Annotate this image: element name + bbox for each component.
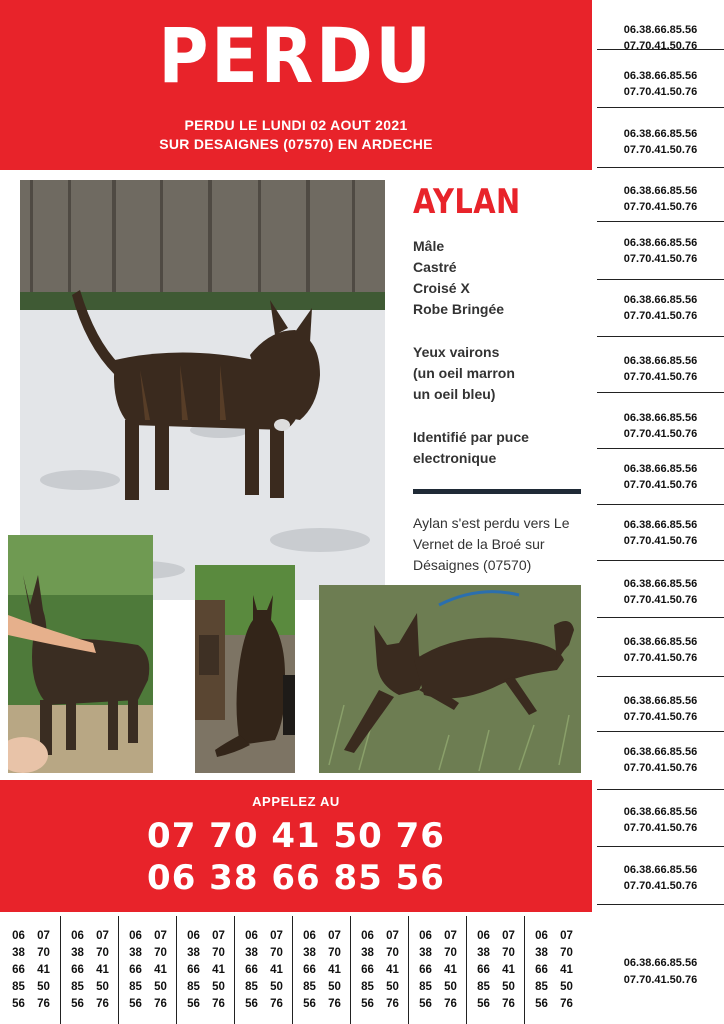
lost-location: SUR DESAIGNES (07570) EN ARDECHE <box>159 136 433 152</box>
tear-tab-digits: 41 <box>96 964 109 976</box>
tear-tab-phone-a: 06.38.66.85.56 <box>623 864 698 876</box>
tear-tab-line <box>597 676 724 677</box>
tear-tab-digits: 07 <box>212 930 225 942</box>
tear-tab[interactable] <box>597 353 724 393</box>
tear-tab-digits: 56 <box>12 998 25 1010</box>
tear-tab-digits: 50 <box>96 981 109 993</box>
tear-tab-row <box>177 930 235 942</box>
eyes-line-2: (un oeil marron <box>413 365 515 381</box>
tear-tab-phone-b: 07.70.41.50.76 <box>623 479 698 491</box>
dog-photo-lying <box>319 585 581 773</box>
tear-tab-digits: 70 <box>386 947 399 959</box>
tear-tab-phone-b: 07.70.41.50.76 <box>623 711 698 723</box>
tear-tab-digits: 70 <box>270 947 283 959</box>
tear-tab-digits: 66 <box>71 964 84 976</box>
tear-tab-digits: 38 <box>187 947 200 959</box>
tear-tab-digits: 06 <box>477 930 490 942</box>
tear-tab-line <box>597 107 724 108</box>
tear-tab-digits: 56 <box>535 998 548 1010</box>
tear-tab-digits: 66 <box>129 964 142 976</box>
tear-tab-digits: 76 <box>212 998 225 1010</box>
eyes-line-1: Yeux vairons <box>413 344 500 360</box>
tear-tab-row <box>2 964 60 976</box>
tear-tab-phone-b: 07.70.41.50.76 <box>623 762 698 774</box>
tear-tab-row <box>235 964 293 976</box>
tear-tab-digits: 76 <box>560 998 573 1010</box>
call-box <box>0 780 592 912</box>
tear-tab-digits: 76 <box>154 998 167 1010</box>
tear-tab-digits: 85 <box>303 981 316 993</box>
tear-tab-digits: 41 <box>37 964 50 976</box>
chip-line-1: Identifié par puce <box>413 429 529 445</box>
tear-tab-phone-b: 07.70.41.50.76 <box>623 652 698 664</box>
tear-tab-row <box>293 964 351 976</box>
tear-tab-row <box>525 947 583 959</box>
tear-tab-row <box>235 998 293 1010</box>
tear-tab-digits: 56 <box>361 998 374 1010</box>
tear-tab-phone-b: 07.70.41.50.76 <box>623 310 698 322</box>
tear-tab-row <box>351 947 409 959</box>
tear-tab-phone-a: 06.38.66.85.56 <box>623 237 698 249</box>
tear-tab-digits: 70 <box>154 947 167 959</box>
call-phone-1[interactable]: 07 70 41 50 76 <box>147 816 445 856</box>
tear-tab-digits: 66 <box>303 964 316 976</box>
tear-tab-digits: 41 <box>444 964 457 976</box>
header-banner <box>0 0 592 170</box>
tear-tab-digits: 70 <box>444 947 457 959</box>
tear-tab-phone-a: 06.38.66.85.56 <box>623 519 698 531</box>
tear-tab-line <box>597 846 724 847</box>
tear-tab-digits: 50 <box>270 981 283 993</box>
tear-tab-phone-a: 06.38.66.85.56 <box>623 463 698 475</box>
section-divider <box>413 489 581 494</box>
tear-tab-row <box>351 981 409 993</box>
tear-tab-corner[interactable] <box>597 955 724 989</box>
tear-tab-digits: 76 <box>96 998 109 1010</box>
tear-tab-line <box>597 336 724 337</box>
tear-tab-digits: 06 <box>129 930 142 942</box>
tear-tab-row <box>409 930 467 942</box>
tear-tab-phone-a: 06.38.66.85.56 <box>623 70 698 82</box>
tear-tab-digits: 50 <box>328 981 341 993</box>
tear-tab-digits: 66 <box>535 964 548 976</box>
tear-tab-digits: 38 <box>535 947 548 959</box>
tear-tab-digits: 66 <box>477 964 490 976</box>
tear-tab-line <box>597 221 724 222</box>
tear-tab-row <box>467 998 525 1010</box>
trait-coat: Robe Bringée <box>413 301 505 317</box>
tear-tab-row <box>351 930 409 942</box>
tear-tab-digits: 50 <box>560 981 573 993</box>
tear-tab-vertical[interactable] <box>466 916 524 1024</box>
tear-tab-row <box>293 947 351 959</box>
tear-tab-digits: 50 <box>444 981 457 993</box>
tear-tab-phone-a: 06.38.66.85.56 <box>623 128 698 140</box>
tear-tab-phone-b: 07.70.41.50.76 <box>623 535 698 547</box>
tear-tab-digits: 07 <box>386 930 399 942</box>
tear-tab-row <box>177 981 235 993</box>
tear-tab-digits: 76 <box>328 998 341 1010</box>
dog-photo-terrace <box>195 565 295 773</box>
tear-tab-digits: 50 <box>386 981 399 993</box>
tear-tab-row <box>61 964 119 976</box>
tear-tab-digits: 66 <box>419 964 432 976</box>
tear-tab-digits: 50 <box>212 981 225 993</box>
tear-tab[interactable] <box>597 183 724 222</box>
tear-tab-digits: 06 <box>535 930 548 942</box>
tear-tab-digits: 76 <box>502 998 515 1010</box>
dog-photo-grass <box>8 535 153 773</box>
tear-tab-digits: 76 <box>444 998 457 1010</box>
tear-tab[interactable] <box>597 576 724 618</box>
tear-tab-digits: 38 <box>12 947 25 959</box>
tear-tab-digits: 85 <box>71 981 84 993</box>
tear-tab-row <box>525 964 583 976</box>
tear-tab-phone-a: 06.38.66.85.56 <box>623 695 698 707</box>
tear-tab-row <box>2 930 60 942</box>
tear-tab-digits: 70 <box>502 947 515 959</box>
tear-tab-digits: 56 <box>245 998 258 1010</box>
tear-tab-phone-a: 06.38.66.85.56 <box>623 185 698 197</box>
tear-tab-row <box>61 981 119 993</box>
tear-tab-line <box>597 560 724 561</box>
tear-tab-digits: 56 <box>71 998 84 1010</box>
tear-tab-row <box>235 947 293 959</box>
tear-tab-row <box>119 964 177 976</box>
tear-tab-phone-b: 07.70.41.50.76 <box>623 253 698 265</box>
tear-tab-vertical[interactable] <box>234 916 292 1024</box>
tear-tab-digits: 70 <box>37 947 50 959</box>
tear-tab-row <box>525 998 583 1010</box>
tear-tab-row <box>409 964 467 976</box>
tear-tab-digits: 06 <box>419 930 432 942</box>
tear-tab[interactable] <box>597 235 724 280</box>
tear-tab-row <box>351 964 409 976</box>
tear-tab-phone-a: 06.38.66.85.56 <box>623 412 698 424</box>
tear-tab-phone-b: 07.70.41.50.76 <box>623 974 698 986</box>
tear-tab-digits: 38 <box>71 947 84 959</box>
tear-tab[interactable] <box>597 634 724 677</box>
tear-tab-row <box>177 947 235 959</box>
tear-tab-digits: 07 <box>270 930 283 942</box>
tear-tab[interactable] <box>597 804 724 847</box>
tear-tab-digits: 07 <box>154 930 167 942</box>
tear-tab-vertical[interactable] <box>350 916 408 1024</box>
tear-tab-line <box>597 789 724 790</box>
tear-tab-row <box>467 930 525 942</box>
tear-tab-digits: 38 <box>303 947 316 959</box>
tear-tab-phone-a: 06.38.66.85.56 <box>623 294 698 306</box>
tear-tab-digits: 85 <box>361 981 374 993</box>
tear-tab-row <box>235 930 293 942</box>
tear-tab-line <box>597 392 724 393</box>
tear-tab-row <box>235 981 293 993</box>
tear-tab-phone-b: 07.70.41.50.76 <box>623 201 698 213</box>
tear-tab-phone-b: 07.70.41.50.76 <box>623 594 698 606</box>
poster-title: PERDU <box>158 11 434 100</box>
tear-tab-phone-a: 06.38.66.85.56 <box>623 636 698 648</box>
tear-tab-digits: 06 <box>303 930 316 942</box>
tear-tab[interactable] <box>597 292 724 337</box>
tear-tab-digits: 06 <box>245 930 258 942</box>
tear-tab-line <box>597 167 724 168</box>
tear-tab-digits: 38 <box>361 947 374 959</box>
tear-tab-digits: 06 <box>12 930 25 942</box>
tear-tab-digits: 66 <box>187 964 200 976</box>
tear-tab[interactable] <box>597 744 724 790</box>
tear-tab-phone-a: 06.38.66.85.56 <box>623 578 698 590</box>
tear-tab[interactable] <box>597 862 724 905</box>
tear-tab-digits: 07 <box>444 930 457 942</box>
tear-tab[interactable] <box>597 693 724 732</box>
tear-tab-digits: 85 <box>245 981 258 993</box>
trait-breed: Croisé X <box>413 280 470 296</box>
tear-tab-digits: 41 <box>328 964 341 976</box>
tear-tab-line <box>597 279 724 280</box>
tear-tab-digits: 41 <box>386 964 399 976</box>
dog-eyes <box>413 342 515 405</box>
tear-tab-phone-b: 07.70.41.50.76 <box>623 371 698 383</box>
tear-tab-row <box>409 998 467 1010</box>
tear-tab-digits: 56 <box>303 998 316 1010</box>
tear-tab-row <box>119 930 177 942</box>
tear-tab-row <box>525 930 583 942</box>
tear-tab[interactable] <box>597 517 724 561</box>
tear-tab-row <box>293 981 351 993</box>
tear-tab-phone-b: 07.70.41.50.76 <box>623 880 698 892</box>
tear-tab-digits: 06 <box>361 930 374 942</box>
tear-tab-digits: 38 <box>129 947 142 959</box>
chip-line-2: electronique <box>413 450 497 466</box>
tear-tab[interactable] <box>597 68 724 108</box>
tear-tab-digits: 38 <box>477 947 490 959</box>
tear-tab-digits: 38 <box>245 947 258 959</box>
tear-tab-digits: 85 <box>129 981 142 993</box>
tear-tab-digits: 66 <box>361 964 374 976</box>
tear-tab-digits: 38 <box>419 947 432 959</box>
tear-tab-phone-a: 06.38.66.85.56 <box>623 355 698 367</box>
tear-tab-digits: 06 <box>71 930 84 942</box>
tear-tab[interactable] <box>597 461 724 505</box>
tear-tab-digits: 85 <box>477 981 490 993</box>
eyes-line-3: un oeil bleu) <box>413 386 496 402</box>
trait-sex: Mâle <box>413 238 445 254</box>
tear-tab-line <box>597 504 724 505</box>
tear-tab-digits: 07 <box>328 930 341 942</box>
tear-tab-digits: 50 <box>154 981 167 993</box>
tear-tab-digits: 66 <box>245 964 258 976</box>
tear-tab-digits: 41 <box>154 964 167 976</box>
tear-tab-digits: 06 <box>187 930 200 942</box>
call-label: APPELEZ AU <box>252 794 340 809</box>
tear-tab-row <box>467 947 525 959</box>
tear-tab-row <box>61 998 119 1010</box>
tear-tab-row <box>2 981 60 993</box>
tear-tab-digits: 85 <box>12 981 25 993</box>
tear-tab-row <box>177 998 235 1010</box>
tear-tab-row <box>119 998 177 1010</box>
tear-tab-digits: 70 <box>96 947 109 959</box>
tear-tab-digits: 85 <box>535 981 548 993</box>
tear-tab-row <box>293 998 351 1010</box>
tear-tab-phone-b: 07.70.41.50.76 <box>623 40 698 52</box>
tear-tab-vertical[interactable] <box>60 916 118 1024</box>
tear-tab-line <box>597 448 724 449</box>
tear-tab-digits: 56 <box>129 998 142 1010</box>
tear-tab-vertical[interactable] <box>2 916 60 1024</box>
tear-tab-row <box>2 947 60 959</box>
tear-tab-line <box>597 731 724 732</box>
tear-tab-line <box>597 904 724 905</box>
tear-tab-digits: 50 <box>37 981 50 993</box>
dog-traits <box>413 236 504 320</box>
tear-tab-digits: 70 <box>328 947 341 959</box>
tear-tab-digits: 70 <box>560 947 573 959</box>
tear-tab-row <box>2 998 60 1010</box>
tear-tab-digits: 41 <box>270 964 283 976</box>
tear-tab-digits: 85 <box>187 981 200 993</box>
tear-tab-vertical[interactable] <box>292 916 350 1024</box>
tear-tab-digits: 41 <box>212 964 225 976</box>
tear-tab[interactable] <box>597 22 724 50</box>
tear-tab-digits: 56 <box>419 998 432 1010</box>
tear-tab-row <box>409 947 467 959</box>
lost-date: PERDU LE LUNDI 02 AOUT 2021 <box>184 117 408 133</box>
tear-tab-digits: 56 <box>477 998 490 1010</box>
dog-name: AYLAN <box>413 182 521 222</box>
tear-tab-digits: 66 <box>12 964 25 976</box>
tear-tab-row <box>61 930 119 942</box>
tear-tab-digits: 76 <box>386 998 399 1010</box>
tear-tab-row <box>351 998 409 1010</box>
tear-tab-row <box>467 981 525 993</box>
tear-tab-row <box>525 981 583 993</box>
tear-tab-row <box>119 981 177 993</box>
tear-tab-row <box>61 947 119 959</box>
tear-tab-phone-a: 06.38.66.85.56 <box>623 957 698 969</box>
tear-tab-phone-a: 06.38.66.85.56 <box>623 24 698 36</box>
tear-tab-row <box>293 930 351 942</box>
tear-tab-row <box>119 947 177 959</box>
tear-tab[interactable] <box>597 410 724 449</box>
call-phone-2[interactable]: 06 38 66 85 56 <box>147 858 445 898</box>
tear-tab-digits: 07 <box>37 930 50 942</box>
tear-tab-row <box>467 964 525 976</box>
lost-story: Aylan s'est perdu vers Le Vernet de la Broé sur Désaignes (07570) <box>413 515 570 573</box>
tear-tab-phone-b: 07.70.41.50.76 <box>623 144 698 156</box>
tear-tab[interactable] <box>597 126 724 168</box>
tear-tab-digits: 07 <box>560 930 573 942</box>
tear-tab-phone-b: 07.70.41.50.76 <box>623 86 698 98</box>
tear-tab-vertical[interactable] <box>118 916 176 1024</box>
tear-tab-line <box>597 49 724 50</box>
tear-tab-digits: 56 <box>187 998 200 1010</box>
tear-tab-vertical[interactable] <box>408 916 466 1024</box>
tear-tab-digits: 76 <box>270 998 283 1010</box>
tear-tab-phone-b: 07.70.41.50.76 <box>623 822 698 834</box>
tear-tab-digits: 76 <box>37 998 50 1010</box>
dog-chip <box>413 427 529 469</box>
tear-tab-digits: 07 <box>502 930 515 942</box>
tear-tab-vertical[interactable] <box>524 916 582 1024</box>
tear-tab-digits: 50 <box>502 981 515 993</box>
tear-tab-vertical[interactable] <box>176 916 234 1024</box>
tear-tab-digits: 41 <box>502 964 515 976</box>
tear-tab-phone-a: 06.38.66.85.56 <box>623 806 698 818</box>
tear-tab-row <box>409 981 467 993</box>
tear-tab-digits: 70 <box>212 947 225 959</box>
tear-tab-line <box>597 617 724 618</box>
tear-tab-digits: 41 <box>560 964 573 976</box>
tear-tab-phone-b: 07.70.41.50.76 <box>623 428 698 440</box>
tear-tab-row <box>177 964 235 976</box>
tear-tab-phone-a: 06.38.66.85.56 <box>623 746 698 758</box>
tear-tab-digits: 85 <box>419 981 432 993</box>
tear-tab-digits: 07 <box>96 930 109 942</box>
trait-neutered: Castré <box>413 259 457 275</box>
